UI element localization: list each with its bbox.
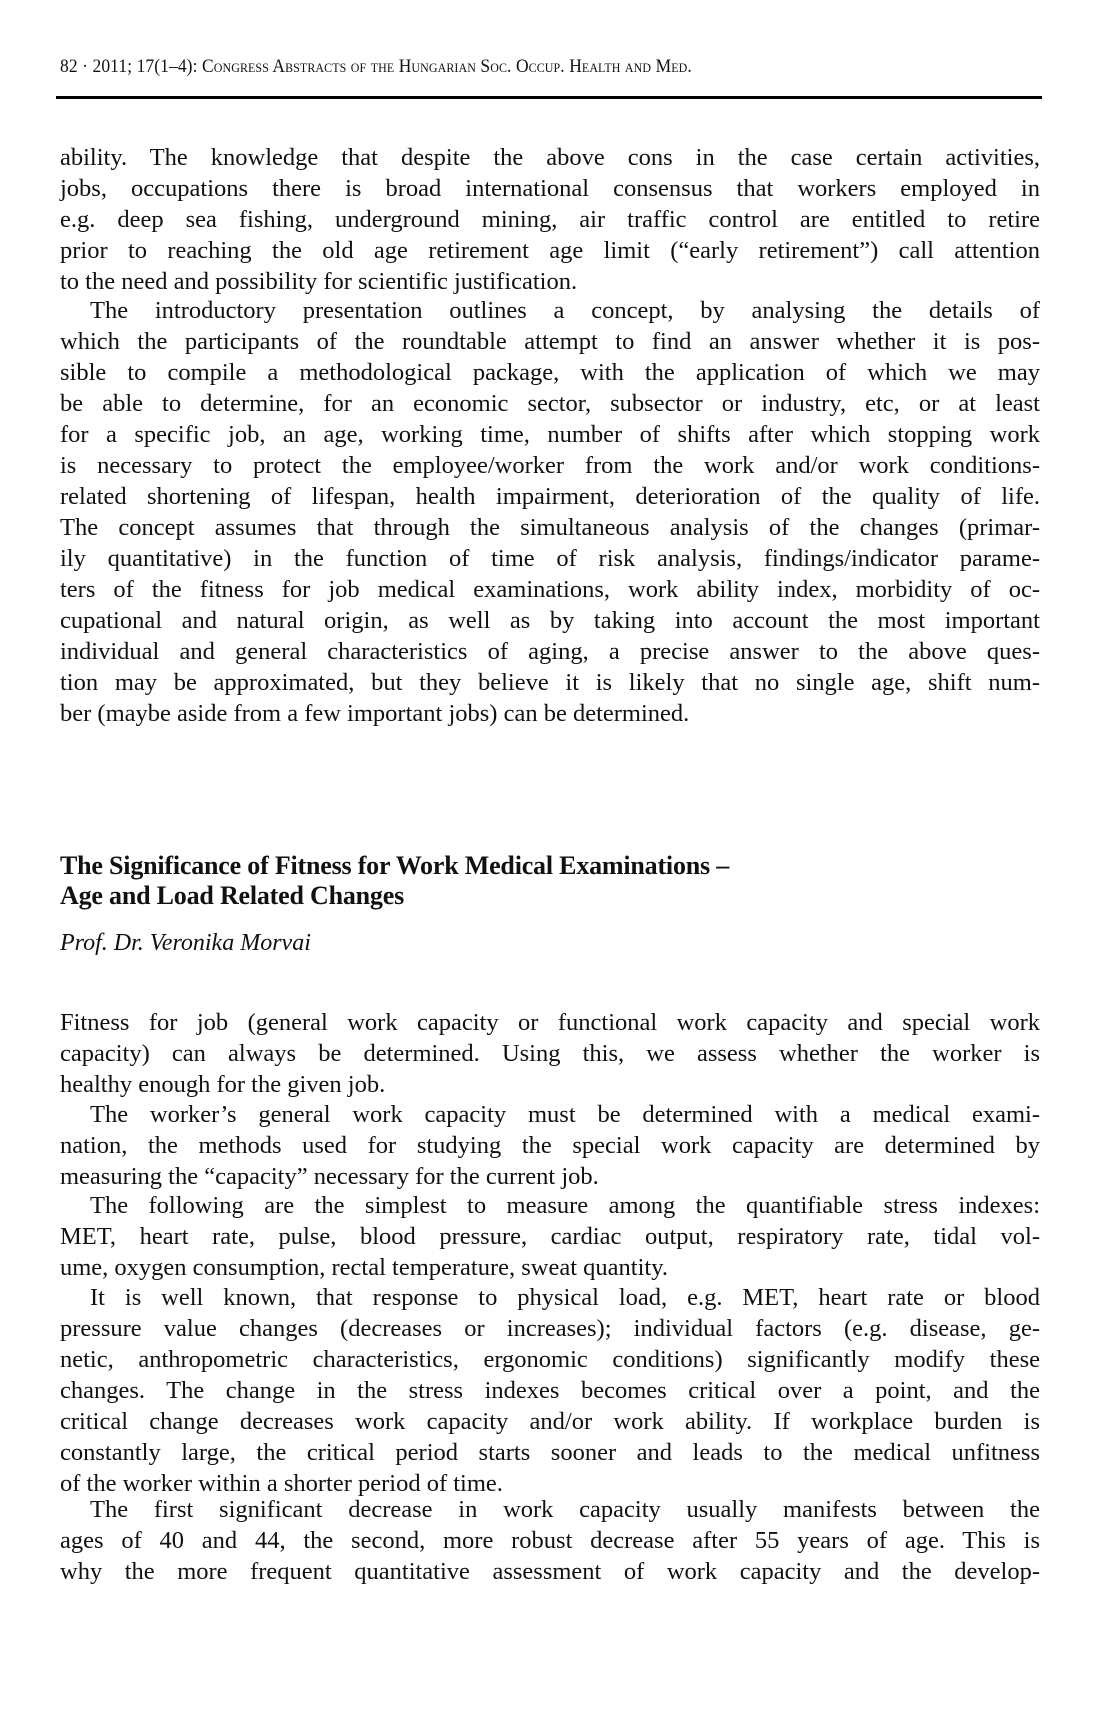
- article-author: Prof. Dr. Veronika Morvai: [60, 930, 311, 956]
- text-line: for a specific job, an age, working time, number of shifts after which stopping work: [60, 421, 1040, 448]
- text-line: e.g. deep sea fishing, underground mining, air traffic control are entitled to retire: [60, 206, 1040, 233]
- text-line: capacity) can always be determined. Using this, we assess whether the worker is: [60, 1040, 1040, 1067]
- text-line: cupational and natural origin, as well as by taking into account the most important: [60, 607, 1040, 634]
- body-paragraph-3: [60, 1190, 1040, 1283]
- text-line: of the worker within a shorter period of time.: [60, 1470, 503, 1497]
- text-line: It is well known, that response to physical load, e.g. MET, heart rate or blood: [90, 1284, 1040, 1311]
- text-line: ily quantitative) in the function of time of risk analysis, findings/indicator parame-: [60, 545, 1040, 572]
- text-line: changes. The change in the stress indexes becomes critical over a point, and the: [60, 1377, 1040, 1404]
- article-title-line-2: Age and Load Related Changes: [60, 881, 404, 910]
- page-number: 82: [60, 56, 78, 77]
- text-line: individual and general characteristics of aging, a precise answer to the above ques-: [60, 638, 1040, 665]
- text-line: The worker’s general work capacity must be determined with a medical exami-: [90, 1101, 1040, 1128]
- text-line: nation, the methods used for studying the special work capacity are determined by: [60, 1132, 1040, 1159]
- text-line: ages of 40 and 44, the second, more robust decrease after 55 years of age. This is: [60, 1527, 1040, 1554]
- text-line: pressure value changes (decreases or increases); individual factors (e.g. disease, ge-: [60, 1315, 1040, 1342]
- article-title: [60, 851, 1040, 911]
- text-line: The introductory presentation outlines a concept, by analysing the details of: [90, 297, 1040, 324]
- continuation-paragraph-2: [60, 295, 1040, 729]
- text-line: prior to reaching the old age retirement age limit (“early retirement”) call attention: [60, 237, 1040, 264]
- text-line: The first significant decrease in work capacity usually manifests between the: [90, 1496, 1040, 1523]
- text-line: ters of the fitness for job medical examinations, work ability index, morbidity of oc-: [60, 576, 1040, 603]
- text-line: MET, heart rate, pulse, blood pressure, cardiac output, respiratory rate, tidal vol-: [60, 1223, 1040, 1250]
- text-line: jobs, occupations there is broad international consensus that workers employed in: [60, 175, 1040, 202]
- journal-title: Congress Abstracts of the Hungarian Soc. Occup. Health and Med.: [202, 56, 692, 77]
- body-paragraph-2: [60, 1099, 1040, 1192]
- text-line: critical change decreases work capacity and/or work ability. If workplace burden is: [60, 1408, 1040, 1435]
- text-line: is necessary to protect the employee/worker from the work and/or work conditions-: [60, 452, 1040, 479]
- text-line: tion may be approximated, but they believe it is likely that no single age, shift num-: [60, 669, 1040, 696]
- body-paragraph-1: [60, 1007, 1040, 1100]
- running-header: [60, 56, 962, 78]
- text-line: ability. The knowledge that despite the above cons in the case certain activities,: [60, 144, 1040, 171]
- text-line: netic, anthropometric characteristics, ergonomic conditions) significantly modify these: [60, 1346, 1040, 1373]
- article-title-line-1: The Significance of Fitness for Work Medical Examinations –: [60, 851, 730, 880]
- body-paragraph-5: [60, 1494, 1040, 1587]
- text-line: healthy enough for the given job.: [60, 1071, 386, 1098]
- text-line: constantly large, the critical period starts sooner and leads to the medical unfitness: [60, 1439, 1040, 1466]
- continuation-paragraph-1: [60, 142, 1040, 297]
- text-line: Fitness for job (general work capacity or functional work capacity and special work: [60, 1009, 1040, 1036]
- text-line: ber (maybe aside from a few important jobs) can be determined.: [60, 700, 690, 727]
- citation: · 2011; 17(1–4):: [82, 56, 203, 77]
- body-paragraph-4: [60, 1282, 1040, 1499]
- text-line: be able to determine, for an economic sector, subsector or industry, etc, or at least: [60, 390, 1040, 417]
- header-rule: [56, 96, 1042, 99]
- text-line: sible to compile a methodological package, with the application of which we may: [60, 359, 1040, 386]
- text-line: to the need and possibility for scientific justification.: [60, 268, 578, 295]
- text-line: The following are the simplest to measure among the quantifiable stress indexes:: [90, 1192, 1040, 1219]
- text-line: measuring the “capacity” necessary for the current job.: [60, 1163, 599, 1190]
- text-line: related shortening of lifespan, health impairment, deterioration of the quality of life.: [60, 483, 1040, 510]
- text-line: which the participants of the roundtable attempt to find an answer whether it is pos-: [60, 328, 1040, 355]
- text-line: The concept assumes that through the simultaneous analysis of the changes (primar-: [60, 514, 1040, 541]
- text-line: why the more frequent quantitative assessment of work capacity and the develop-: [60, 1558, 1040, 1585]
- text-line: ume, oxygen consumption, rectal temperature, sweat quantity.: [60, 1254, 669, 1281]
